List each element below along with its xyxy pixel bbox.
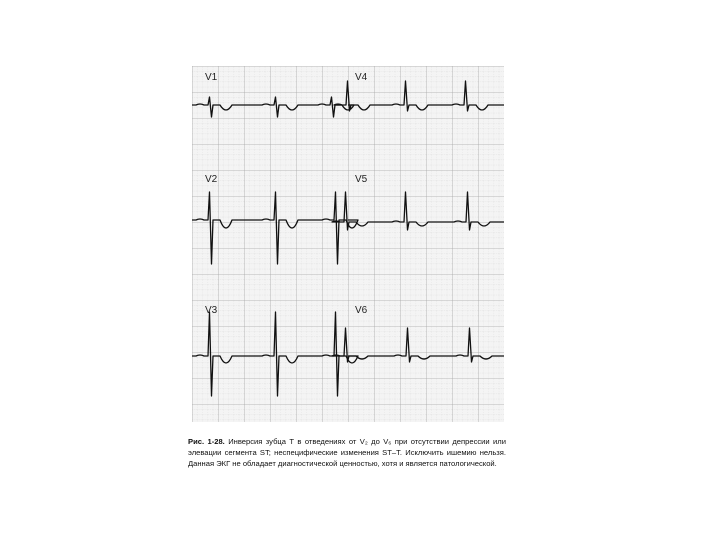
caption-label: Рис. 1-28. xyxy=(188,437,225,446)
lead-label-v5: V5 xyxy=(355,174,368,185)
lead-label-v2: V2 xyxy=(205,174,218,185)
lead-label-v6: V6 xyxy=(355,305,368,316)
caption-text: Инверсия зубца Т в отведениях от V₂ до V₆ при отсутствии депрессии или элевации сегмента ST; неспецифические изменения ST–T. Исключить ишемию нельзя. Данная ЭКГ не обладает диагностической ценностью, хотя и является патологической. xyxy=(188,437,506,468)
figure-caption xyxy=(188,436,506,469)
lead-label-v3: V3 xyxy=(205,305,218,316)
lead-label-v4: V4 xyxy=(355,72,368,83)
ecg-grid xyxy=(192,66,504,422)
lead-label-v1: V1 xyxy=(205,72,218,83)
